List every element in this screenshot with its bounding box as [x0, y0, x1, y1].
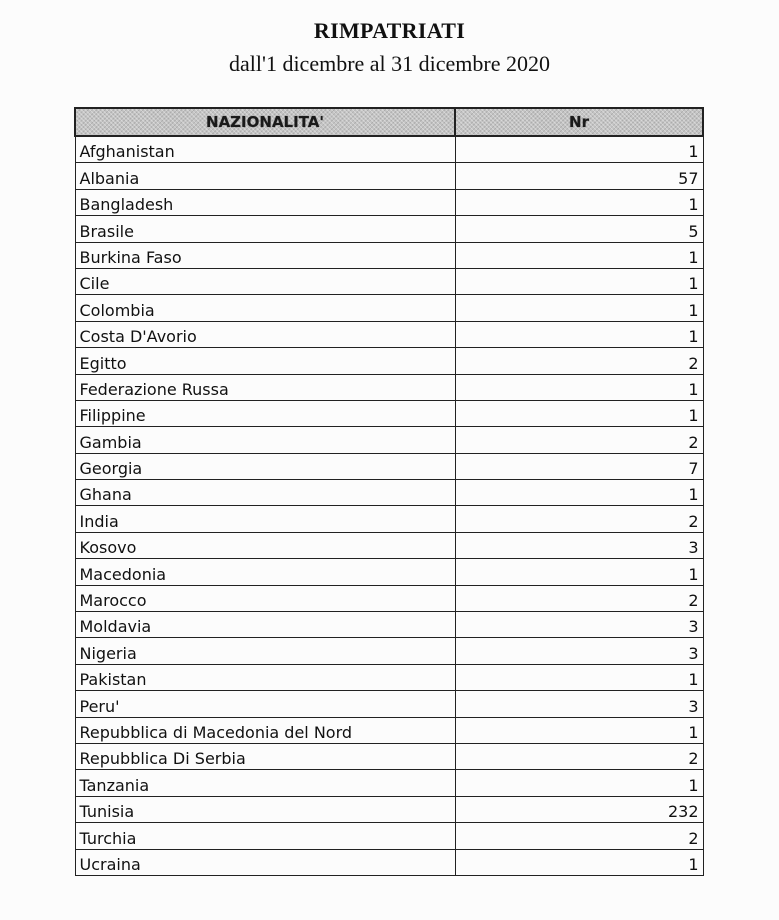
table-row — [75, 743, 703, 769]
nation-cell: India — [75, 506, 455, 532]
nation-cell: Macedonia — [75, 559, 455, 585]
table-row — [75, 295, 703, 321]
table-header-row — [75, 108, 703, 136]
count-cell: 3 — [455, 638, 703, 664]
table-row — [75, 717, 703, 743]
table-row — [75, 585, 703, 611]
nation-cell: Tanzania — [75, 770, 455, 796]
nation-cell: Pakistan — [75, 664, 455, 690]
count-cell: 2 — [455, 743, 703, 769]
nation-cell: Cile — [75, 268, 455, 294]
nation-cell: Nigeria — [75, 638, 455, 664]
count-cell: 5 — [455, 216, 703, 242]
table-row — [75, 612, 703, 638]
table-row — [75, 216, 703, 242]
table-row — [75, 427, 703, 453]
repatriation-table — [74, 107, 704, 876]
nation-cell: Marocco — [75, 585, 455, 611]
count-cell: 232 — [455, 796, 703, 822]
nation-cell: Repubblica di Macedonia del Nord — [75, 717, 455, 743]
nation-cell: Kosovo — [75, 532, 455, 558]
table-row — [75, 136, 703, 163]
table-row — [75, 532, 703, 558]
count-cell: 1 — [455, 559, 703, 585]
table-row — [75, 796, 703, 822]
table-row — [75, 242, 703, 268]
count-cell: 1 — [455, 849, 703, 875]
nation-cell: Bangladesh — [75, 189, 455, 215]
table-row — [75, 691, 703, 717]
nation-cell: Costa D'Avorio — [75, 321, 455, 347]
count-cell: 1 — [455, 136, 703, 163]
table-row — [75, 480, 703, 506]
table-body — [75, 136, 703, 875]
count-cell: 1 — [455, 295, 703, 321]
count-cell: 2 — [455, 427, 703, 453]
nation-cell: Brasile — [75, 216, 455, 242]
nation-cell: Albania — [75, 163, 455, 189]
nation-cell: Filippine — [75, 400, 455, 426]
count-cell: 3 — [455, 691, 703, 717]
table-row — [75, 559, 703, 585]
count-cell: 7 — [455, 453, 703, 479]
count-cell: 1 — [455, 400, 703, 426]
count-cell: 3 — [455, 532, 703, 558]
column-header-number: Nr — [455, 108, 703, 136]
nation-cell: Ghana — [75, 480, 455, 506]
count-cell: 1 — [455, 374, 703, 400]
nation-cell: Repubblica Di Serbia — [75, 743, 455, 769]
document-subtitle: dall'1 dicembre al 31 dicembre 2020 — [228, 51, 551, 76]
table-row — [75, 348, 703, 374]
table-row — [75, 770, 703, 796]
table-row — [75, 189, 703, 215]
table-row — [75, 506, 703, 532]
nation-cell: Georgia — [75, 453, 455, 479]
nation-cell: Afghanistan — [75, 136, 455, 163]
count-cell: 1 — [455, 242, 703, 268]
nation-cell: Colombia — [75, 295, 455, 321]
count-cell: 1 — [455, 480, 703, 506]
nation-cell: Burkina Faso — [75, 242, 455, 268]
count-cell: 1 — [455, 268, 703, 294]
table-row — [75, 849, 703, 875]
table-row — [75, 374, 703, 400]
count-cell: 1 — [455, 321, 703, 347]
nation-cell: Moldavia — [75, 612, 455, 638]
table-row — [75, 400, 703, 426]
count-cell: 1 — [455, 770, 703, 796]
nation-cell: Egitto — [75, 348, 455, 374]
count-cell: 2 — [455, 585, 703, 611]
nation-cell: Turchia — [75, 823, 455, 849]
table-row — [75, 823, 703, 849]
table-row — [75, 638, 703, 664]
nation-cell: Peru' — [75, 691, 455, 717]
count-cell: 2 — [455, 348, 703, 374]
count-cell: 3 — [455, 612, 703, 638]
nation-cell: Tunisia — [75, 796, 455, 822]
count-cell: 2 — [455, 506, 703, 532]
nation-cell: Ucraina — [75, 849, 455, 875]
count-cell: 1 — [455, 717, 703, 743]
table-row — [75, 453, 703, 479]
table-row — [75, 321, 703, 347]
count-cell: 2 — [455, 823, 703, 849]
table-row — [75, 163, 703, 189]
count-cell: 1 — [455, 189, 703, 215]
count-cell: 1 — [455, 664, 703, 690]
table-row — [75, 268, 703, 294]
document-title: RIMPATRIATI — [313, 18, 466, 43]
column-header-nationality: NAZIONALITA' — [75, 108, 455, 136]
nation-cell: Federazione Russa — [75, 374, 455, 400]
table-row — [75, 664, 703, 690]
nation-cell: Gambia — [75, 427, 455, 453]
count-cell: 57 — [455, 163, 703, 189]
